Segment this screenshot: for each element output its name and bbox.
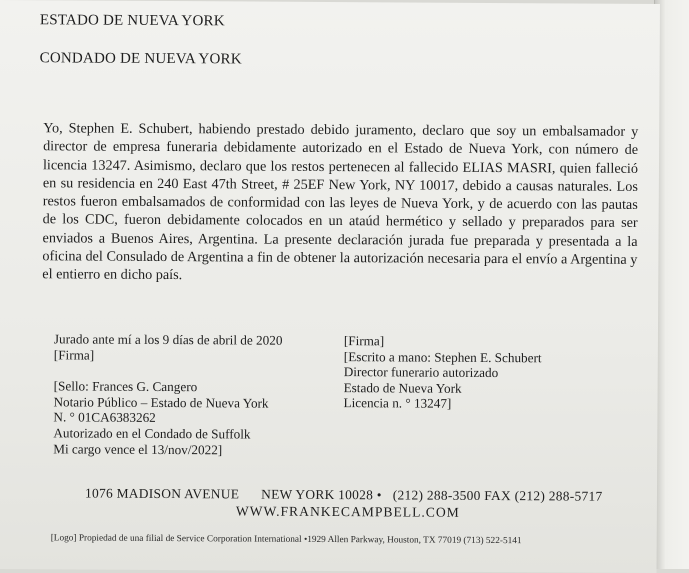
footer-address: 1076 MADISON AVENUE (84, 485, 240, 502)
director-line: Licencia n. ° 13247] (343, 395, 452, 412)
seal-line: Notario Público – Estado de Nueva York (53, 394, 269, 411)
director-line: [Escrito a mano: Stephen E. Schubert (343, 348, 542, 365)
footer-phones: (212) 288-3500 FAX (212) 288-5717 (392, 487, 603, 504)
footer-small-print: [Logo] Propiedad de una filial de Service Corporation International •1929 Allen Parkway, Houston, TX 77019 (713) 522-5141 (50, 533, 522, 547)
county-heading: CONDADO DE NUEVA YORK (39, 50, 242, 68)
footer-city: NEW YORK 10028 • (261, 486, 382, 503)
footer-website: WWW.FRANKECAMPBELL.COM (235, 503, 460, 520)
director-line: Director funerario autorizado (343, 364, 499, 381)
declaration-paragraph: Yo, Stephen E. Schubert, habiendo prestado debido juramento, declaro que soy un embalsamador y director de empresa funeraria debidamente autorizado en el Estado de Nueva York, con número de licencia 13247. Asimismo, declaro que los restos pertenecen al fallecido ELIAS MASRI, quien falleció en su residencia en 240 East 47th Street, # 25EF New York, NY 10017, debido a causas naturales. Los restos fueron embalsamados de conformidad con las leyes de Nueva York, y de acuerdo con las pautas de los CDC, fueron debidamente colocados en un ataúd hermético y sellado y preparados para ser enviados a Buenos Aires, Argentina. La presente declaración jurada fue preparada y presentada a la oficina del Consulado de Argentina a fin de obtener la autorización necesaria para el envío a Argentina y el entierro en dicho país. (42, 120, 639, 284)
footer-contact (85, 486, 603, 505)
notary-signature: [Firma] (53, 346, 95, 363)
director-line: Estado de Nueva York (343, 379, 462, 396)
seal-line: Autorizado en el Condado de Suffolk (53, 425, 251, 442)
sworn-line: Jurado ante mí a los 9 días de abril de 2020 (53, 331, 283, 348)
state-heading: ESTADO DE NUEVA YORK (39, 12, 225, 30)
director-block (343, 333, 603, 413)
spacer (54, 363, 324, 381)
seal-line: N. ° 01CA6383262 (53, 409, 156, 426)
seal-line: [Sello: Frances G. Cangero (53, 378, 198, 395)
director-line: [Firma] (343, 333, 385, 349)
notary-block (53, 331, 324, 458)
seal-line: Mi cargo vence el 13/nov/2022] (53, 440, 223, 457)
